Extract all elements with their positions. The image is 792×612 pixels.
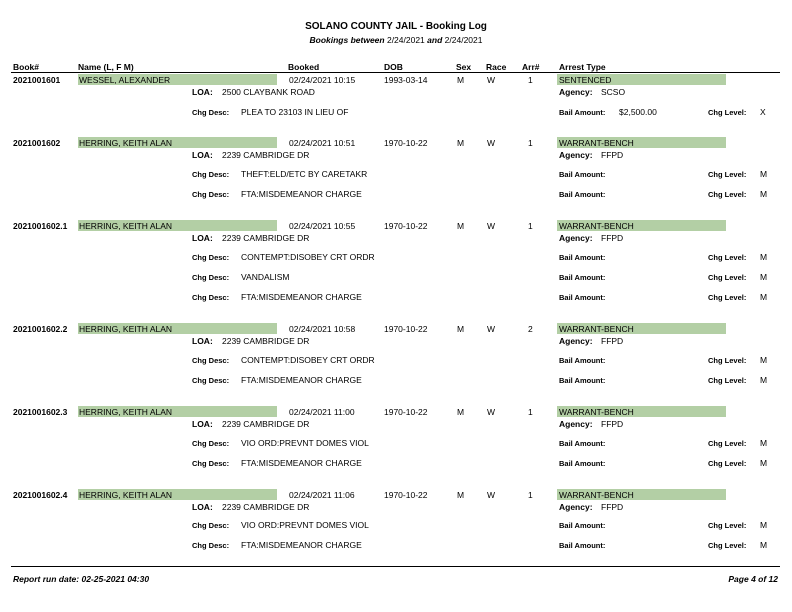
- race-value: W: [487, 407, 496, 417]
- col-booked: Booked: [288, 62, 320, 72]
- inmate-name: HERRING, KEITH ALAN: [79, 490, 173, 500]
- race-value: W: [487, 138, 496, 148]
- agency-value: FFPD: [601, 336, 624, 346]
- agency-value: FFPD: [601, 233, 624, 243]
- loa-label: LOA:: [192, 336, 213, 346]
- booking-number: 2021001602.2: [13, 324, 68, 334]
- booking-number: 2021001602.1: [13, 221, 68, 231]
- chg-desc-label: Chg Desc:: [192, 459, 230, 468]
- date-of-birth: 1970-10-22: [384, 324, 428, 334]
- chg-desc-label: Chg Desc:: [192, 170, 230, 179]
- page-number: Page 4 of 12: [728, 574, 778, 584]
- chg-level-label: Chg Level:: [708, 459, 747, 468]
- date-of-birth: 1970-10-22: [384, 221, 428, 231]
- charge-description: VIO ORD:PREVNT DOMES VIOL: [241, 520, 369, 530]
- charge-description: FTA:MISDEMEANOR CHARGE: [241, 292, 362, 302]
- charge-level: M: [760, 252, 768, 262]
- charge-level: M: [760, 272, 768, 282]
- bail-amount-label: Bail Amount:: [559, 273, 606, 282]
- col-arrest-type: Arrest Type: [559, 62, 606, 72]
- booked-datetime: 02/24/2021 10:15: [289, 75, 356, 85]
- loa-label: LOA:: [192, 502, 213, 512]
- agency-value: SCSO: [601, 87, 626, 97]
- chg-desc-label: Chg Desc:: [192, 439, 230, 448]
- bail-amount-value: $2,500.00: [619, 107, 657, 117]
- bail-amount-label: Bail Amount:: [559, 253, 606, 262]
- sex-value: M: [457, 490, 465, 500]
- arrest-number: 1: [528, 490, 533, 500]
- chg-desc-label: Chg Desc:: [192, 376, 230, 385]
- chg-level-label: Chg Level:: [708, 356, 747, 365]
- chg-desc-label: Chg Desc:: [192, 273, 230, 282]
- chg-desc-label: Chg Desc:: [192, 521, 230, 530]
- arrest-number: 1: [528, 138, 533, 148]
- sex-value: M: [457, 138, 465, 148]
- agency-value: FFPD: [601, 502, 624, 512]
- race-value: W: [487, 490, 496, 500]
- charge-description: VANDALISM: [241, 272, 290, 282]
- agency-label: Agency:: [559, 419, 593, 429]
- col-name: Name (L, F M): [78, 62, 134, 72]
- charge-level: M: [760, 189, 768, 199]
- loa-label: LOA:: [192, 150, 213, 160]
- bail-amount-label: Bail Amount:: [559, 190, 606, 199]
- inmate-name: HERRING, KEITH ALAN: [79, 138, 173, 148]
- arrest-number: 1: [528, 407, 533, 417]
- agency-label: Agency:: [559, 87, 593, 97]
- date-of-birth: 1970-10-22: [384, 407, 428, 417]
- loa-value: 2239 CAMBRIDGE DR: [222, 419, 310, 429]
- chg-desc-label: Chg Desc:: [192, 253, 230, 262]
- loa-value: 2500 CLAYBANK ROAD: [222, 87, 315, 97]
- loa-value: 2239 CAMBRIDGE DR: [222, 233, 310, 243]
- subtitle-and: and: [427, 35, 443, 45]
- col-dob: DOB: [384, 62, 403, 72]
- col-book: Book#: [13, 62, 39, 72]
- arrest-type: SENTENCED: [559, 75, 612, 85]
- charge-description: FTA:MISDEMEANOR CHARGE: [241, 458, 362, 468]
- inmate-name: HERRING, KEITH ALAN: [79, 221, 173, 231]
- bail-amount-label: Bail Amount:: [559, 108, 606, 117]
- chg-desc-label: Chg Desc:: [192, 108, 230, 117]
- chg-level-label: Chg Level:: [708, 170, 747, 179]
- arrest-number: 1: [528, 75, 533, 85]
- booking-number: 2021001602: [13, 138, 61, 148]
- agency-value: FFPD: [601, 419, 624, 429]
- charge-description: THEFT:ELD/ETC BY CARETAKR: [241, 169, 368, 179]
- bail-amount-label: Bail Amount:: [559, 376, 606, 385]
- arrest-type: WARRANT-BENCH: [559, 490, 634, 500]
- loa-value: 2239 CAMBRIDGE DR: [222, 502, 310, 512]
- chg-desc-label: Chg Desc:: [192, 356, 230, 365]
- arrest-type: WARRANT-BENCH: [559, 324, 634, 334]
- sex-value: M: [457, 221, 465, 231]
- agency-label: Agency:: [559, 233, 593, 243]
- sex-value: M: [457, 324, 465, 334]
- chg-level-label: Chg Level:: [708, 541, 747, 550]
- arrest-number: 1: [528, 221, 533, 231]
- report-title: SOLANO COUNTY JAIL - Booking Log: [305, 21, 487, 32]
- date-of-birth: 1970-10-22: [384, 490, 428, 500]
- loa-label: LOA:: [192, 87, 213, 97]
- bail-amount-label: Bail Amount:: [559, 293, 606, 302]
- booked-datetime: 02/24/2021 10:58: [289, 324, 356, 334]
- agency-label: Agency:: [559, 502, 593, 512]
- charge-description: VIO ORD:PREVNT DOMES VIOL: [241, 438, 369, 448]
- loa-label: LOA:: [192, 419, 213, 429]
- sex-value: M: [457, 75, 465, 85]
- chg-desc-label: Chg Desc:: [192, 541, 230, 550]
- bail-amount-label: Bail Amount:: [559, 459, 606, 468]
- arrest-type: WARRANT-BENCH: [559, 221, 634, 231]
- chg-level-label: Chg Level:: [708, 376, 747, 385]
- sex-value: M: [457, 407, 465, 417]
- chg-desc-label: Chg Desc:: [192, 190, 230, 199]
- race-value: W: [487, 75, 496, 85]
- charge-level: M: [760, 438, 768, 448]
- booking-number: 2021001601: [13, 75, 61, 85]
- charge-level: M: [760, 520, 768, 530]
- booked-datetime: 02/24/2021 10:51: [289, 138, 356, 148]
- charge-level: M: [760, 458, 768, 468]
- chg-level-label: Chg Level:: [708, 108, 747, 117]
- chg-level-label: Chg Level:: [708, 439, 747, 448]
- col-race: Race: [486, 62, 507, 72]
- inmate-name: HERRING, KEITH ALAN: [79, 324, 173, 334]
- booking-number: 2021001602.4: [13, 490, 68, 500]
- charge-level: M: [760, 355, 768, 365]
- bail-amount-label: Bail Amount:: [559, 170, 606, 179]
- charge-level: M: [760, 540, 768, 550]
- loa-label: LOA:: [192, 233, 213, 243]
- agency-value: FFPD: [601, 150, 624, 160]
- chg-level-label: Chg Level:: [708, 521, 747, 530]
- inmate-name: WESSEL, ALEXANDER: [79, 75, 171, 85]
- col-sex: Sex: [456, 62, 472, 72]
- bail-amount-label: Bail Amount:: [559, 439, 606, 448]
- date-of-birth: 1993-03-14: [384, 75, 428, 85]
- race-value: W: [487, 221, 496, 231]
- date-to: 2/24/2021: [444, 35, 483, 45]
- arrest-type: WARRANT-BENCH: [559, 138, 634, 148]
- race-value: W: [487, 324, 496, 334]
- chg-level-label: Chg Level:: [708, 190, 747, 199]
- charge-description: CONTEMPT:DISOBEY CRT ORDR: [241, 355, 375, 365]
- report-subtitle: [0, 35, 792, 45]
- agency-label: Agency:: [559, 150, 593, 160]
- inmate-name: HERRING, KEITH ALAN: [79, 407, 173, 417]
- subtitle-prefix: Bookings between: [309, 35, 385, 45]
- chg-level-label: Chg Level:: [708, 293, 747, 302]
- date-from: 2/24/2021: [386, 35, 425, 45]
- report-run-date: Report run date: 02-25-2021 04:30: [13, 574, 150, 584]
- chg-level-label: Chg Level:: [708, 253, 747, 262]
- charge-level: M: [760, 169, 768, 179]
- booking-number: 2021001602.3: [13, 407, 68, 417]
- bail-amount-label: Bail Amount:: [559, 541, 606, 550]
- chg-desc-label: Chg Desc:: [192, 293, 230, 302]
- arrest-type: WARRANT-BENCH: [559, 407, 634, 417]
- charge-description: FTA:MISDEMEANOR CHARGE: [241, 189, 362, 199]
- agency-label: Agency:: [559, 336, 593, 346]
- charge-level: M: [760, 292, 768, 302]
- bail-amount-label: Bail Amount:: [559, 356, 606, 365]
- loa-value: 2239 CAMBRIDGE DR: [222, 336, 310, 346]
- arrest-number: 2: [528, 324, 533, 334]
- charge-description: FTA:MISDEMEANOR CHARGE: [241, 375, 362, 385]
- charge-level: M: [760, 375, 768, 385]
- charge-description: PLEA TO 23103 IN LIEU OF: [241, 107, 349, 117]
- header-rule: [11, 72, 780, 73]
- booked-datetime: 02/24/2021 10:55: [289, 221, 356, 231]
- footer-rule: [11, 566, 780, 567]
- charge-description: CONTEMPT:DISOBEY CRT ORDR: [241, 252, 375, 262]
- bail-amount-label: Bail Amount:: [559, 521, 606, 530]
- charge-description: FTA:MISDEMEANOR CHARGE: [241, 540, 362, 550]
- date-of-birth: 1970-10-22: [384, 138, 428, 148]
- booked-datetime: 02/24/2021 11:06: [289, 490, 355, 500]
- col-arr: Arr#: [522, 62, 540, 72]
- booked-datetime: 02/24/2021 11:00: [289, 407, 355, 417]
- loa-value: 2239 CAMBRIDGE DR: [222, 150, 310, 160]
- charge-level: X: [760, 107, 766, 117]
- chg-level-label: Chg Level:: [708, 273, 747, 282]
